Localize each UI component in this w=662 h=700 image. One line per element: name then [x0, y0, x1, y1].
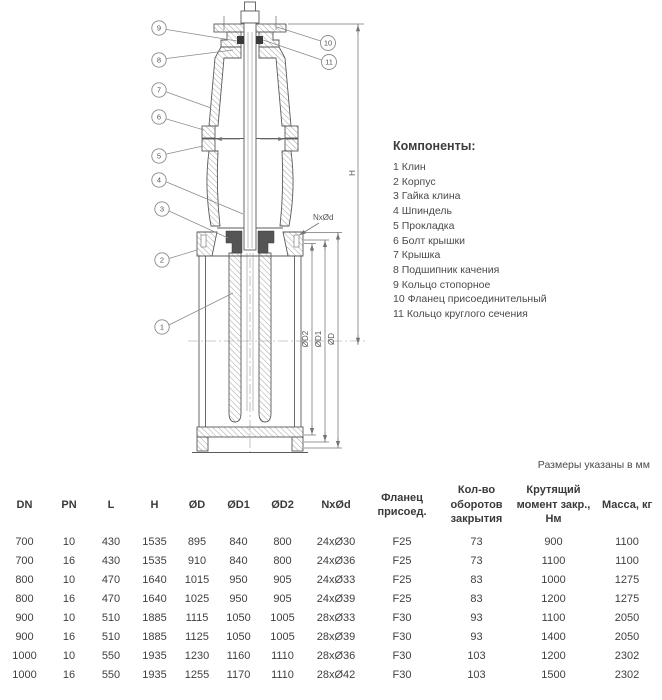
column-header: Кол-во оборотов закрытия	[450, 484, 503, 526]
wedge-left	[229, 253, 241, 422]
table-cell: 10	[62, 649, 76, 662]
bonnet-flange-right	[285, 126, 298, 138]
svg-text:4: 4	[156, 175, 162, 185]
component-item: 4 Шпиндель	[393, 205, 452, 218]
table-row	[0, 551, 662, 570]
stop-ring	[237, 36, 244, 44]
table-cell: 93	[470, 611, 483, 624]
pipe-flange-bottom	[197, 427, 303, 437]
table-cell: 550	[101, 649, 121, 662]
body-flange-right	[285, 139, 298, 151]
table-cell: 1170	[226, 668, 251, 681]
table-cell: 28xØ39	[316, 630, 356, 643]
table-cell: 1005	[270, 630, 295, 643]
callout-7	[152, 83, 166, 97]
dim-label-d2: ØD2	[301, 330, 310, 348]
table-cell: 83	[470, 592, 483, 605]
table-cell: 10	[62, 611, 76, 624]
table-cell: F30	[392, 611, 412, 624]
column-header: ØD2	[271, 498, 294, 511]
column-header: NxØd	[321, 498, 351, 511]
dim-label-h: H	[348, 170, 357, 176]
table-cell: 840	[229, 554, 248, 567]
components-list	[393, 160, 643, 322]
bonnet-wall-right	[259, 47, 291, 126]
column-header: DN	[16, 498, 33, 511]
table-cell: 1885	[142, 630, 167, 643]
component-item: 6 Болт крышки	[393, 234, 465, 247]
callout-5	[152, 149, 166, 163]
table-row	[0, 570, 662, 589]
table-cell: 24xØ39	[316, 592, 356, 605]
table-cell: 900	[544, 535, 563, 548]
table-cell: 800	[273, 535, 292, 548]
table-cell: 2302	[614, 649, 640, 662]
column-header: Фланец присоед.	[377, 491, 427, 518]
svg-text:10: 10	[323, 38, 333, 48]
table-cell: 895	[187, 535, 207, 548]
units-note: Размеры указаны в мм	[537, 459, 650, 471]
table-cell: 1115	[185, 611, 209, 624]
component-item: 1 Клин	[393, 161, 426, 173]
callout-6	[152, 110, 166, 124]
table-cell: 1640	[142, 573, 167, 586]
table-cell: 83	[470, 573, 483, 586]
o-ring	[256, 36, 263, 44]
svg-text:6: 6	[156, 112, 162, 122]
table-cell: 700	[15, 554, 34, 567]
table-cell: 910	[187, 554, 207, 567]
svg-text:7: 7	[156, 85, 162, 95]
column-header: H	[150, 498, 159, 511]
callout-3	[155, 202, 169, 216]
table-cell: 1275	[614, 573, 640, 586]
table-cell: F25	[392, 554, 412, 567]
table-header-row	[0, 478, 662, 532]
table-cell: 800	[15, 592, 34, 605]
table-cell: 900	[15, 611, 34, 624]
table-cell: F30	[392, 668, 412, 681]
table-cell: 93	[470, 630, 483, 643]
body-neck-right	[280, 151, 293, 226]
dimensions-table	[0, 478, 662, 684]
table-cell: 1015	[184, 573, 210, 586]
table-cell: 950	[229, 573, 248, 586]
wedge-right	[259, 253, 271, 422]
table-cell: 24xØ36	[316, 554, 356, 567]
component-item: 11 Кольцо круглого сечения	[393, 308, 528, 321]
table-cell: 550	[101, 668, 121, 681]
table-cell: 28xØ36	[316, 649, 356, 662]
svg-text:3: 3	[159, 204, 165, 214]
table-cell: 1400	[541, 630, 566, 643]
table-cell: F30	[392, 649, 412, 662]
table-cell: F25	[392, 535, 412, 548]
table-cell: 16	[62, 630, 76, 643]
component-item: 5 Прокладка	[393, 219, 455, 232]
table-row	[0, 608, 662, 627]
column-header: PN	[61, 498, 77, 511]
table-cell: 1005	[270, 611, 295, 624]
table-row	[0, 665, 662, 684]
table-cell: 840	[229, 535, 248, 548]
table-cell: 1000	[541, 573, 566, 586]
svg-text:9: 9	[156, 23, 162, 33]
table-row	[0, 646, 662, 665]
table-cell: 1000	[12, 649, 37, 662]
table-cell: 28xØ33	[316, 611, 356, 624]
table-cell: 16	[62, 668, 76, 681]
table-cell: 1100	[615, 535, 639, 548]
callout-4	[152, 173, 166, 187]
bonnet-flange-left	[202, 126, 215, 138]
dimension-labels	[301, 170, 357, 347]
table-cell: 1200	[541, 649, 566, 662]
table-cell: 510	[101, 630, 121, 643]
table-cell: 900	[15, 630, 34, 643]
svg-text:2: 2	[159, 255, 165, 265]
table-row	[0, 589, 662, 608]
table-cell: 905	[273, 573, 292, 586]
table-cell: 1160	[226, 649, 251, 662]
component-item: 9 Кольцо стопорное	[393, 278, 491, 291]
column-header: ØD1	[227, 498, 250, 511]
dim-label-d: ØD	[327, 333, 336, 345]
table-cell: 1110	[271, 668, 294, 681]
column-header: Масса, кг	[601, 498, 653, 511]
dim-label-d1: ØD1	[314, 330, 323, 348]
svg-text:11: 11	[325, 57, 333, 67]
components-legend	[393, 139, 643, 322]
table-cell: F30	[392, 630, 412, 643]
callout-10	[321, 36, 336, 51]
table-cell: F25	[392, 592, 412, 605]
table-cell: 16	[62, 592, 76, 605]
bonnet-wall-left	[209, 47, 241, 126]
components-title: Компоненты:	[393, 139, 476, 153]
table-cell: 73	[470, 554, 483, 567]
column-header: Крутящий момент закр., Нм	[516, 484, 591, 526]
table-cell: 430	[101, 554, 121, 567]
table-cell: 1125	[185, 630, 209, 643]
table-cell: 2050	[614, 630, 640, 643]
component-item: 8 Подшипник качения	[393, 263, 500, 276]
column-header: ØD	[188, 498, 206, 511]
table-cell: 103	[467, 668, 486, 681]
body-neck-left	[207, 151, 220, 226]
flange-foot-right	[292, 437, 303, 451]
table-cell: 1500	[541, 668, 566, 681]
table-cell: 700	[15, 535, 34, 548]
table-cell: 510	[101, 611, 121, 624]
table-cell: 1255	[184, 668, 210, 681]
table-cell: 73	[470, 535, 483, 548]
svg-text:1: 1	[159, 322, 165, 332]
table-cell: 800	[15, 573, 34, 586]
component-item: 2 Корпус	[393, 175, 436, 188]
table-cell: 1640	[142, 592, 167, 605]
table-cell: 1050	[226, 611, 251, 624]
callout-2	[155, 253, 169, 267]
callout-11	[322, 55, 337, 70]
table-cell: 1050	[226, 630, 251, 643]
component-item: 3 Гайка клина	[393, 190, 461, 203]
table-cell: 1885	[142, 611, 167, 624]
callout-8	[152, 53, 166, 67]
table-cell: 1935	[142, 649, 167, 662]
table-cell: 430	[101, 535, 121, 548]
table-cell: F25	[392, 573, 412, 586]
table-cell: 10	[62, 573, 76, 586]
table-cell: 905	[273, 592, 292, 605]
table-cell: 2050	[614, 611, 640, 624]
table-cell: 28xØ42	[316, 668, 356, 681]
table-cell: 1025	[184, 592, 210, 605]
table-cell: 1230	[184, 649, 210, 662]
callout-1	[155, 320, 169, 334]
table-cell: 10	[62, 535, 76, 548]
table-cell: 1100	[541, 554, 566, 567]
table-cell: 24xØ33	[316, 573, 356, 586]
column-header: L	[107, 498, 115, 511]
table-cell: 470	[101, 592, 121, 605]
table-cell: 1100	[615, 554, 639, 567]
svg-text:8: 8	[156, 55, 162, 65]
table-cell: 24xØ30	[316, 535, 356, 548]
table-cell: 800	[273, 554, 292, 567]
flange-foot-left	[197, 437, 208, 451]
table-cell: 1275	[614, 592, 640, 605]
callout-9	[152, 21, 166, 35]
body-flange-left	[202, 139, 215, 151]
table-cell: 2302	[614, 668, 640, 681]
table-cell: 1200	[541, 592, 566, 605]
table-row	[0, 627, 662, 646]
table-cell: 16	[62, 554, 76, 567]
table-row	[0, 532, 662, 551]
pipe-flange-top-right	[283, 232, 303, 256]
component-item: 7 Крышка	[393, 249, 441, 262]
table-cell: 1000	[12, 668, 37, 681]
table-cell: 1535	[142, 535, 167, 548]
table-cell: 1935	[142, 668, 167, 681]
table-cell: 470	[101, 573, 121, 586]
component-item: 10 Фланец присоединительный	[393, 293, 547, 306]
table-cell: 1535	[142, 554, 167, 567]
table-cell: 950	[229, 592, 248, 605]
pipe-flange-top-left	[197, 232, 217, 256]
dim-label-nxd: NxØd	[313, 213, 334, 222]
table-cell: 103	[467, 649, 486, 662]
table-cell: 1110	[271, 649, 294, 662]
table-body	[0, 532, 662, 684]
table-cell: 1100	[541, 611, 566, 624]
svg-text:5: 5	[156, 151, 162, 161]
